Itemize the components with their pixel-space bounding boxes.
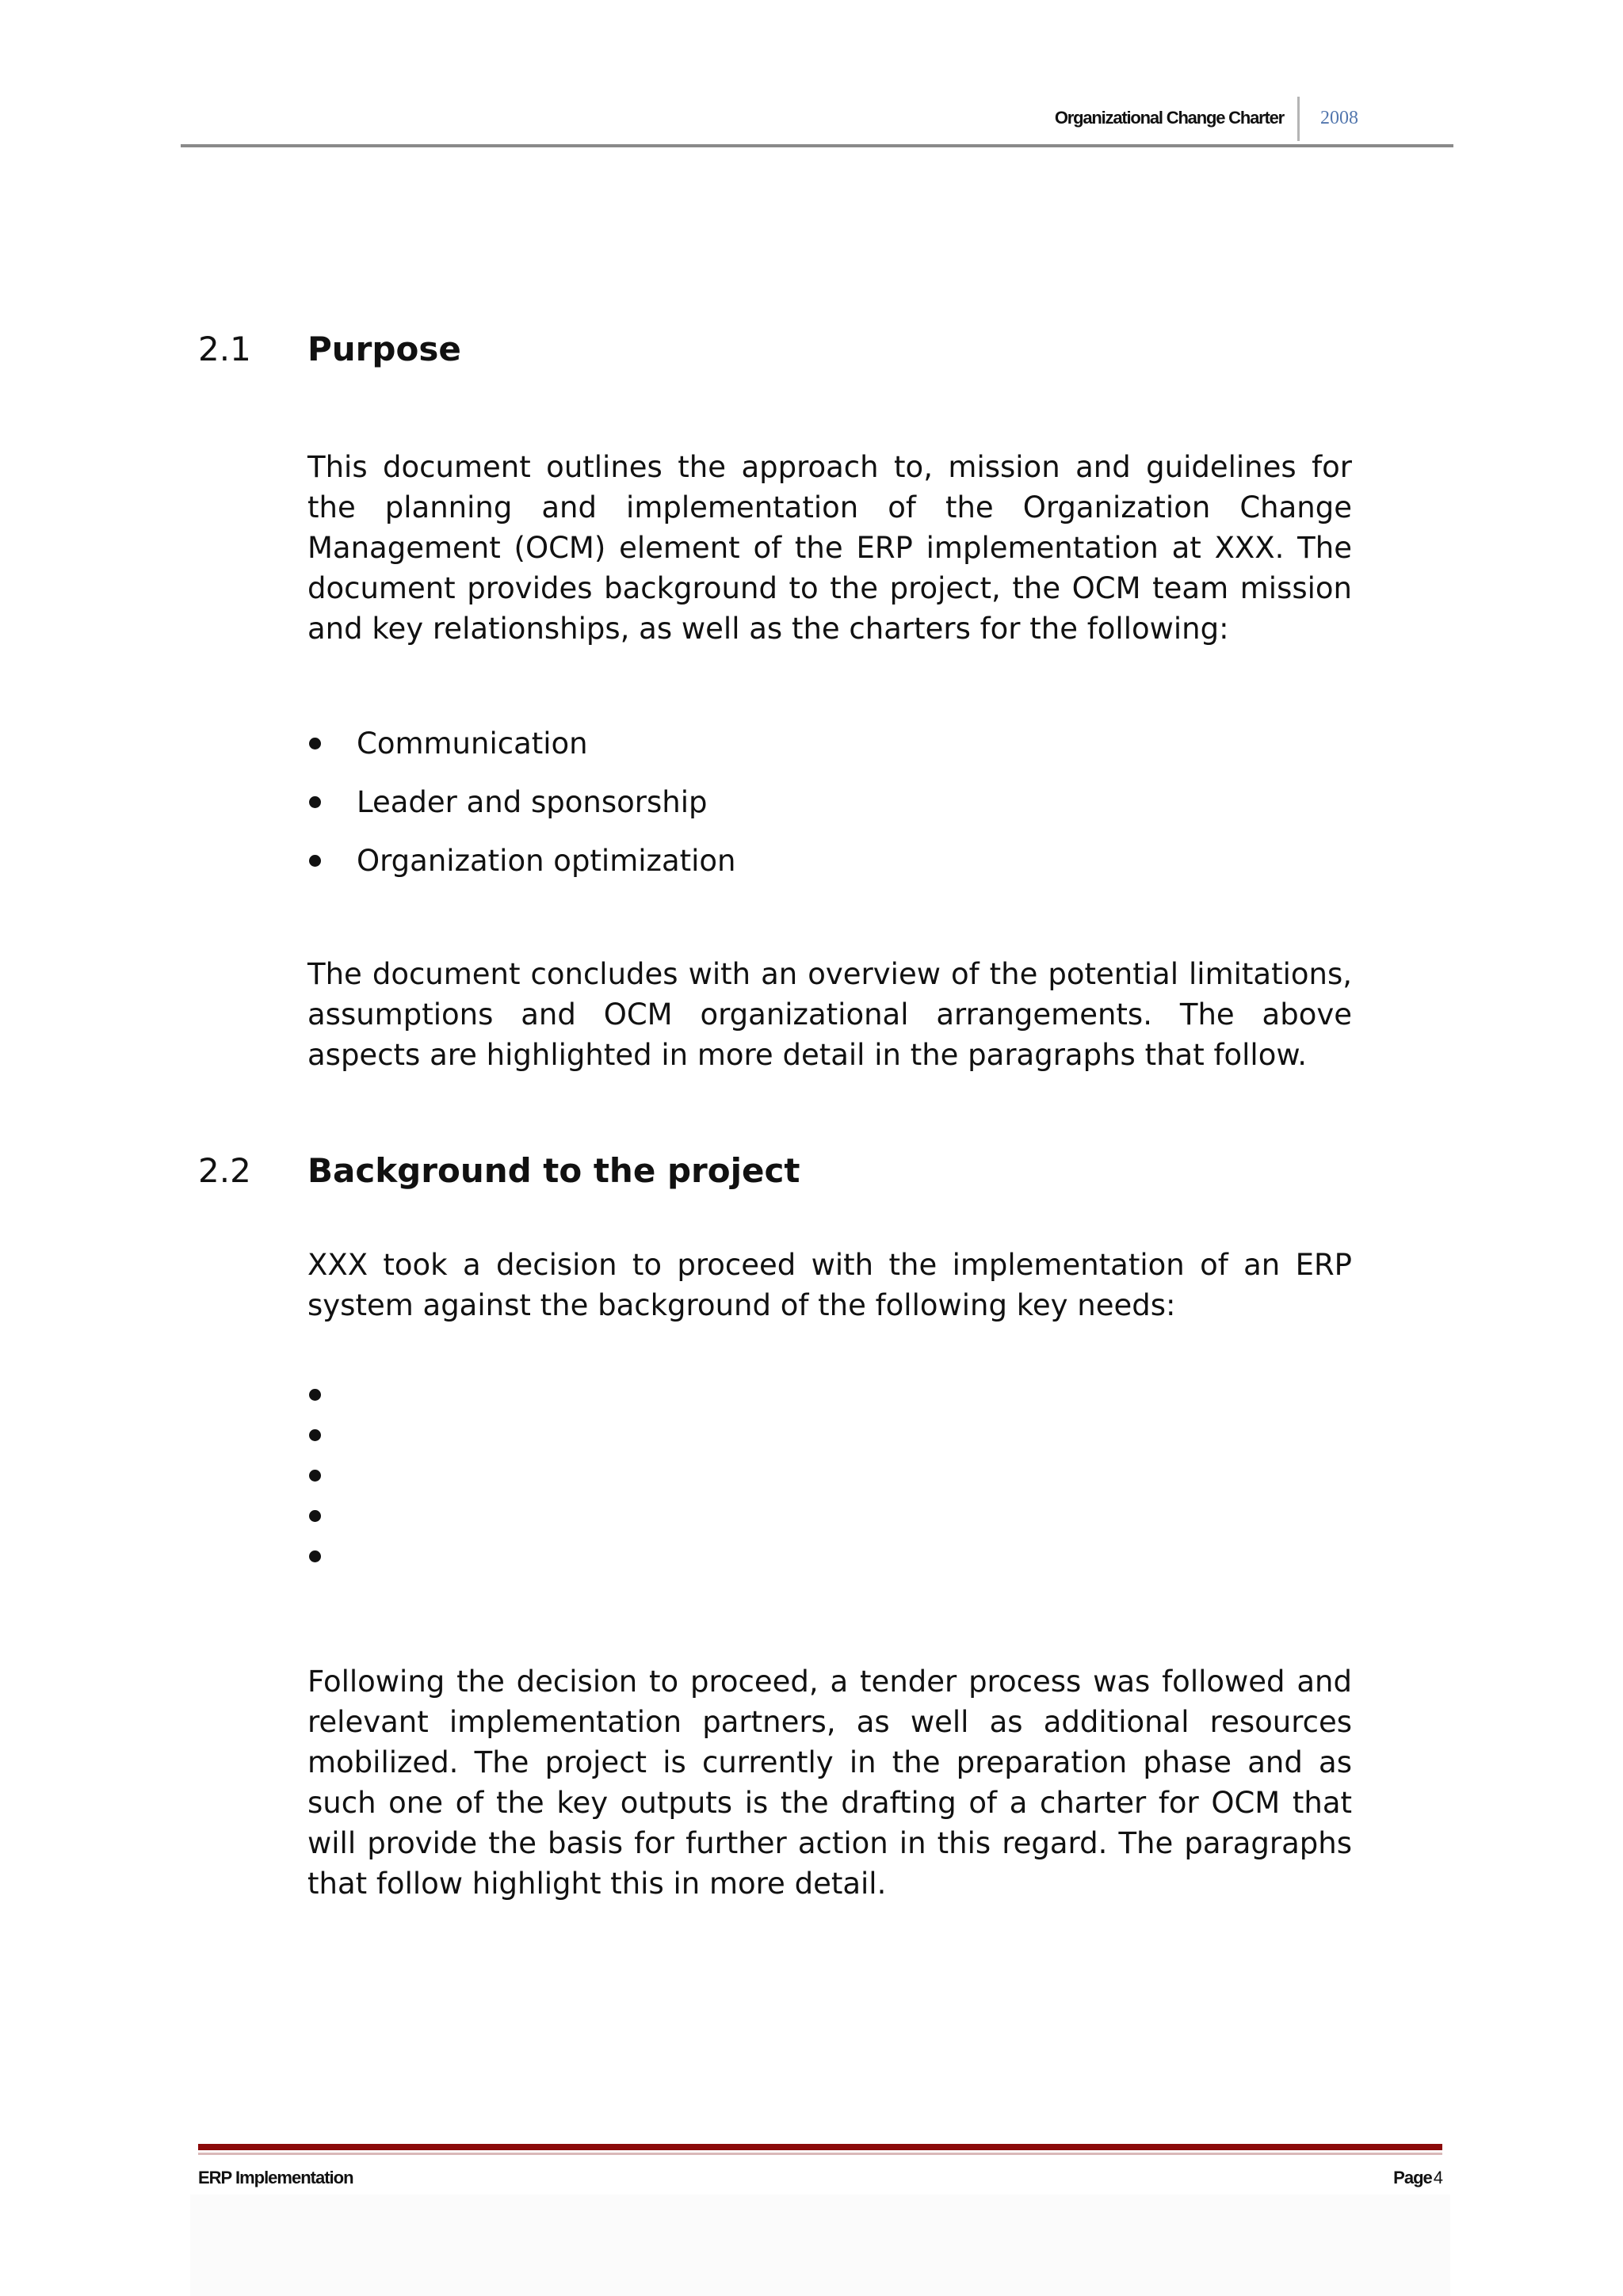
section-number: 2.2 [198, 1151, 251, 1190]
header-title: Organizational Change Charter [1054, 108, 1284, 128]
footer-rule-thin [198, 2153, 1442, 2155]
list-item-label: Communication [357, 727, 588, 761]
background-closing-paragraph: Following the decision to proceed, a tender process was followed and relevant implementation partners, as well as additional resources mobilized. The project is currently in the preparation phase and as such one of the key outputs is the drafting of a charter for OCM that will provide the basis for further action in this regard. The paragraphs that follow highlight this in more detail. [307, 1665, 1352, 1901]
section-title: Background to the project [307, 1151, 800, 1190]
list-item [307, 841, 736, 881]
purpose-bullet-list [307, 723, 736, 899]
bullet-icon [309, 1470, 321, 1482]
footer-page-number [1393, 2168, 1442, 2188]
bullet-icon [309, 1429, 321, 1441]
list-item [307, 1496, 357, 1536]
list-item-label: Leader and sponsorship [357, 785, 708, 819]
header-year: 2008 [1320, 108, 1358, 128]
footer-document-title: ERP Implementation [198, 2168, 353, 2187]
bullet-icon [309, 1389, 321, 1401]
list-item [307, 1415, 357, 1455]
section-number: 2.1 [198, 330, 251, 368]
list-item [307, 782, 736, 822]
bullet-icon [309, 1550, 321, 1562]
background-intro-paragraph: XXX took a decision to proceed with the implementation of an ERP system against the background of the following key needs: [307, 1248, 1352, 1322]
page-header [181, 93, 1453, 147]
list-item [307, 723, 736, 764]
list-item [307, 1375, 357, 1415]
key-needs-bullet-list [307, 1375, 357, 1577]
footer-page-label: Page [1393, 2168, 1432, 2187]
purpose-intro-paragraph: This document outlines the approach to, mission and guidelines for the planning and implementation of the Organization Change Management (OCM) element of the ERP implementation at XXX. The document provides background to the project, the OCM team mission and key relationships, as well as the charters for the following: [307, 450, 1352, 646]
purpose-closing-paragraph: The document concludes with an overview of the potential limitations, assumptions and OCM organizational arrangements. The above aspects are highlighted in more detail in the paragraphs that follow. [307, 957, 1352, 1072]
section-title: Purpose [307, 330, 461, 368]
list-item [307, 1455, 357, 1496]
list-item-label: Organization optimization [357, 844, 736, 878]
bullet-icon [309, 796, 321, 808]
bullet-icon [309, 855, 321, 867]
bullet-icon [309, 1510, 321, 1522]
footer-background [190, 2195, 1450, 2296]
footer-page-value: 4 [1433, 2168, 1442, 2187]
bullet-icon [309, 738, 321, 749]
footer-rule [198, 2144, 1442, 2150]
header-separator [1297, 97, 1300, 141]
list-item [307, 1536, 357, 1577]
